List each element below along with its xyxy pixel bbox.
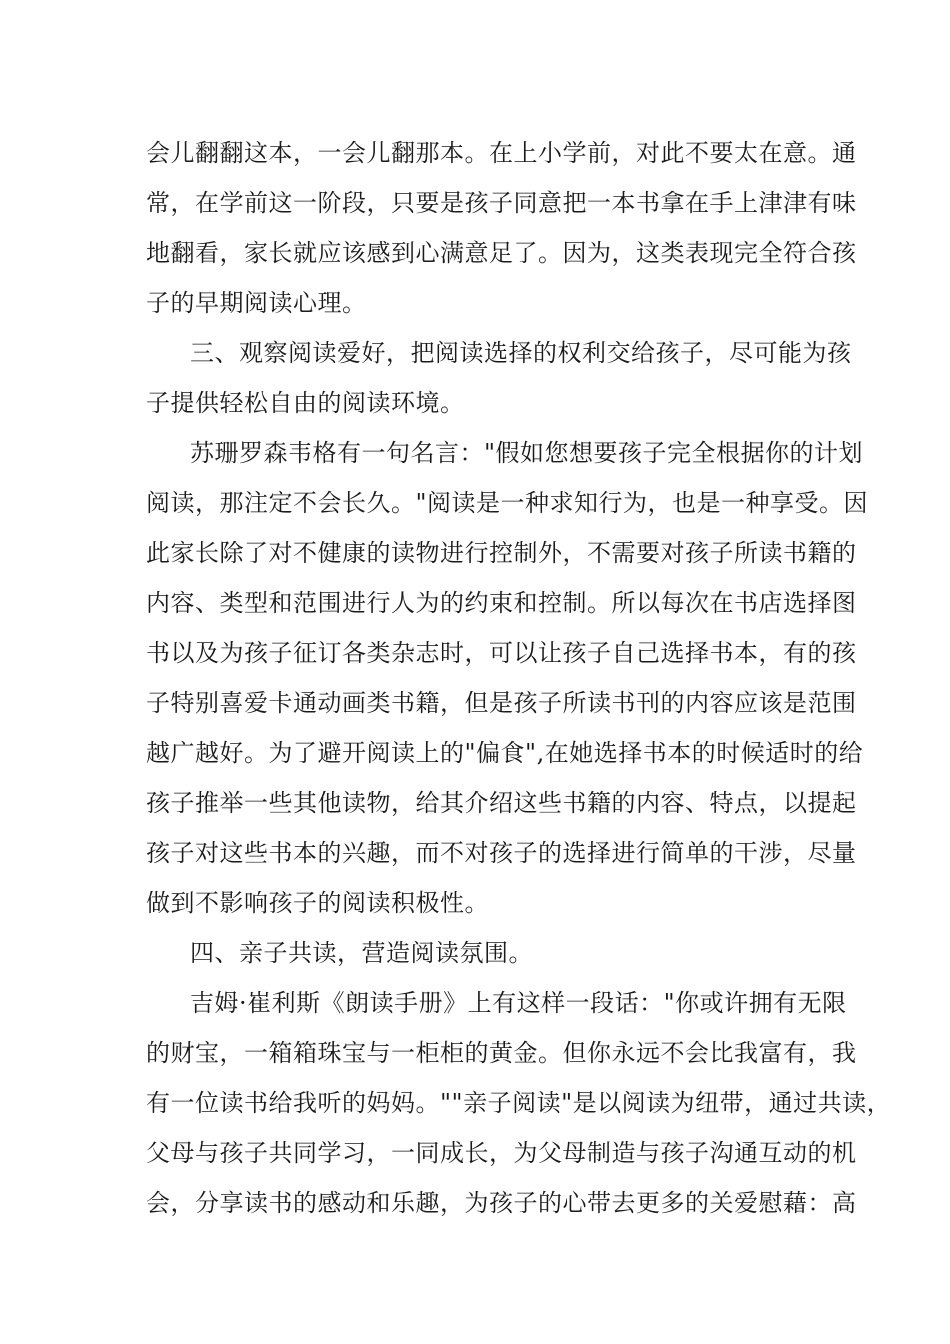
text-line: 孩子对这些书本的兴趣，而不对孩子的选择进行简单的干涉，尽量: [146, 839, 857, 867]
text-line: 父母与孩子共同学习，一同成长，为父母制造与孩子沟通互动的机: [146, 1139, 857, 1167]
text-line: 内容、类型和范围进行人为的约束和控制。所以每次在书店选择图: [146, 589, 857, 617]
text-line: 的财宝，一箱箱珠宝与一柜柜的黄金。但你永远不会比我富有，我: [146, 1039, 857, 1067]
text-line: 地翻看，家长就应该感到心满意足了。因为，这类表现完全符合孩: [146, 239, 857, 267]
text-line: 阅读，那注定不会长久。"阅读是一种求知行为，也是一种享受。因: [146, 489, 869, 517]
text-line: 孩子推举一些其他读物，给其介绍这些书籍的内容、特点，以提起: [146, 789, 857, 817]
text-line: 有一位读书给我听的妈妈。""亲子阅读"是以阅读为纽带，通过共读，: [146, 1089, 892, 1117]
section-heading: 三、观察阅读爱好，把阅读选择的权利交给孩子，尽可能为孩: [190, 339, 852, 367]
text-line: 子特别喜爱卡通动画类书籍，但是孩子所读书刊的内容应该是范围: [146, 689, 857, 717]
text-line: 吉姆·崔利斯《朗读手册》上有这样一段话："你或许拥有无限: [190, 989, 847, 1017]
section-heading: 四、亲子共读，营造阅读氛围。: [190, 939, 533, 967]
text-line: 会，分享读书的感动和乐趣，为孩子的心带去更多的关爱慰藉：高: [146, 1189, 857, 1217]
text-line: 会儿翻翻这本，一会儿翻那本。在上小学前，对此不要太在意。通: [146, 139, 857, 167]
text-line: 苏珊罗森韦格有一句名言："假如您想要孩子完全根据你的计划: [190, 439, 864, 467]
text-line: 做到不影响孩子的阅读积极性。: [146, 889, 489, 917]
section-heading-continuation: 子提供轻松自由的阅读环境。: [146, 389, 465, 417]
text-line: 书以及为孩子征订各类杂志时，可以让孩子自己选择书本，有的孩: [146, 639, 857, 667]
text-line: 子的早期阅读心理。: [146, 289, 367, 317]
text-line: 此家长除了对不健康的读物进行控制外，不需要对孩子所读书籍的: [146, 539, 857, 567]
text-line: 越广越好。为了避开阅读上的"偏食",在她选择书本的时候适时的给: [146, 739, 864, 767]
text-line: 常，在学前这一阶段，只要是孩子同意把一本书拿在手上津津有味: [146, 189, 857, 217]
